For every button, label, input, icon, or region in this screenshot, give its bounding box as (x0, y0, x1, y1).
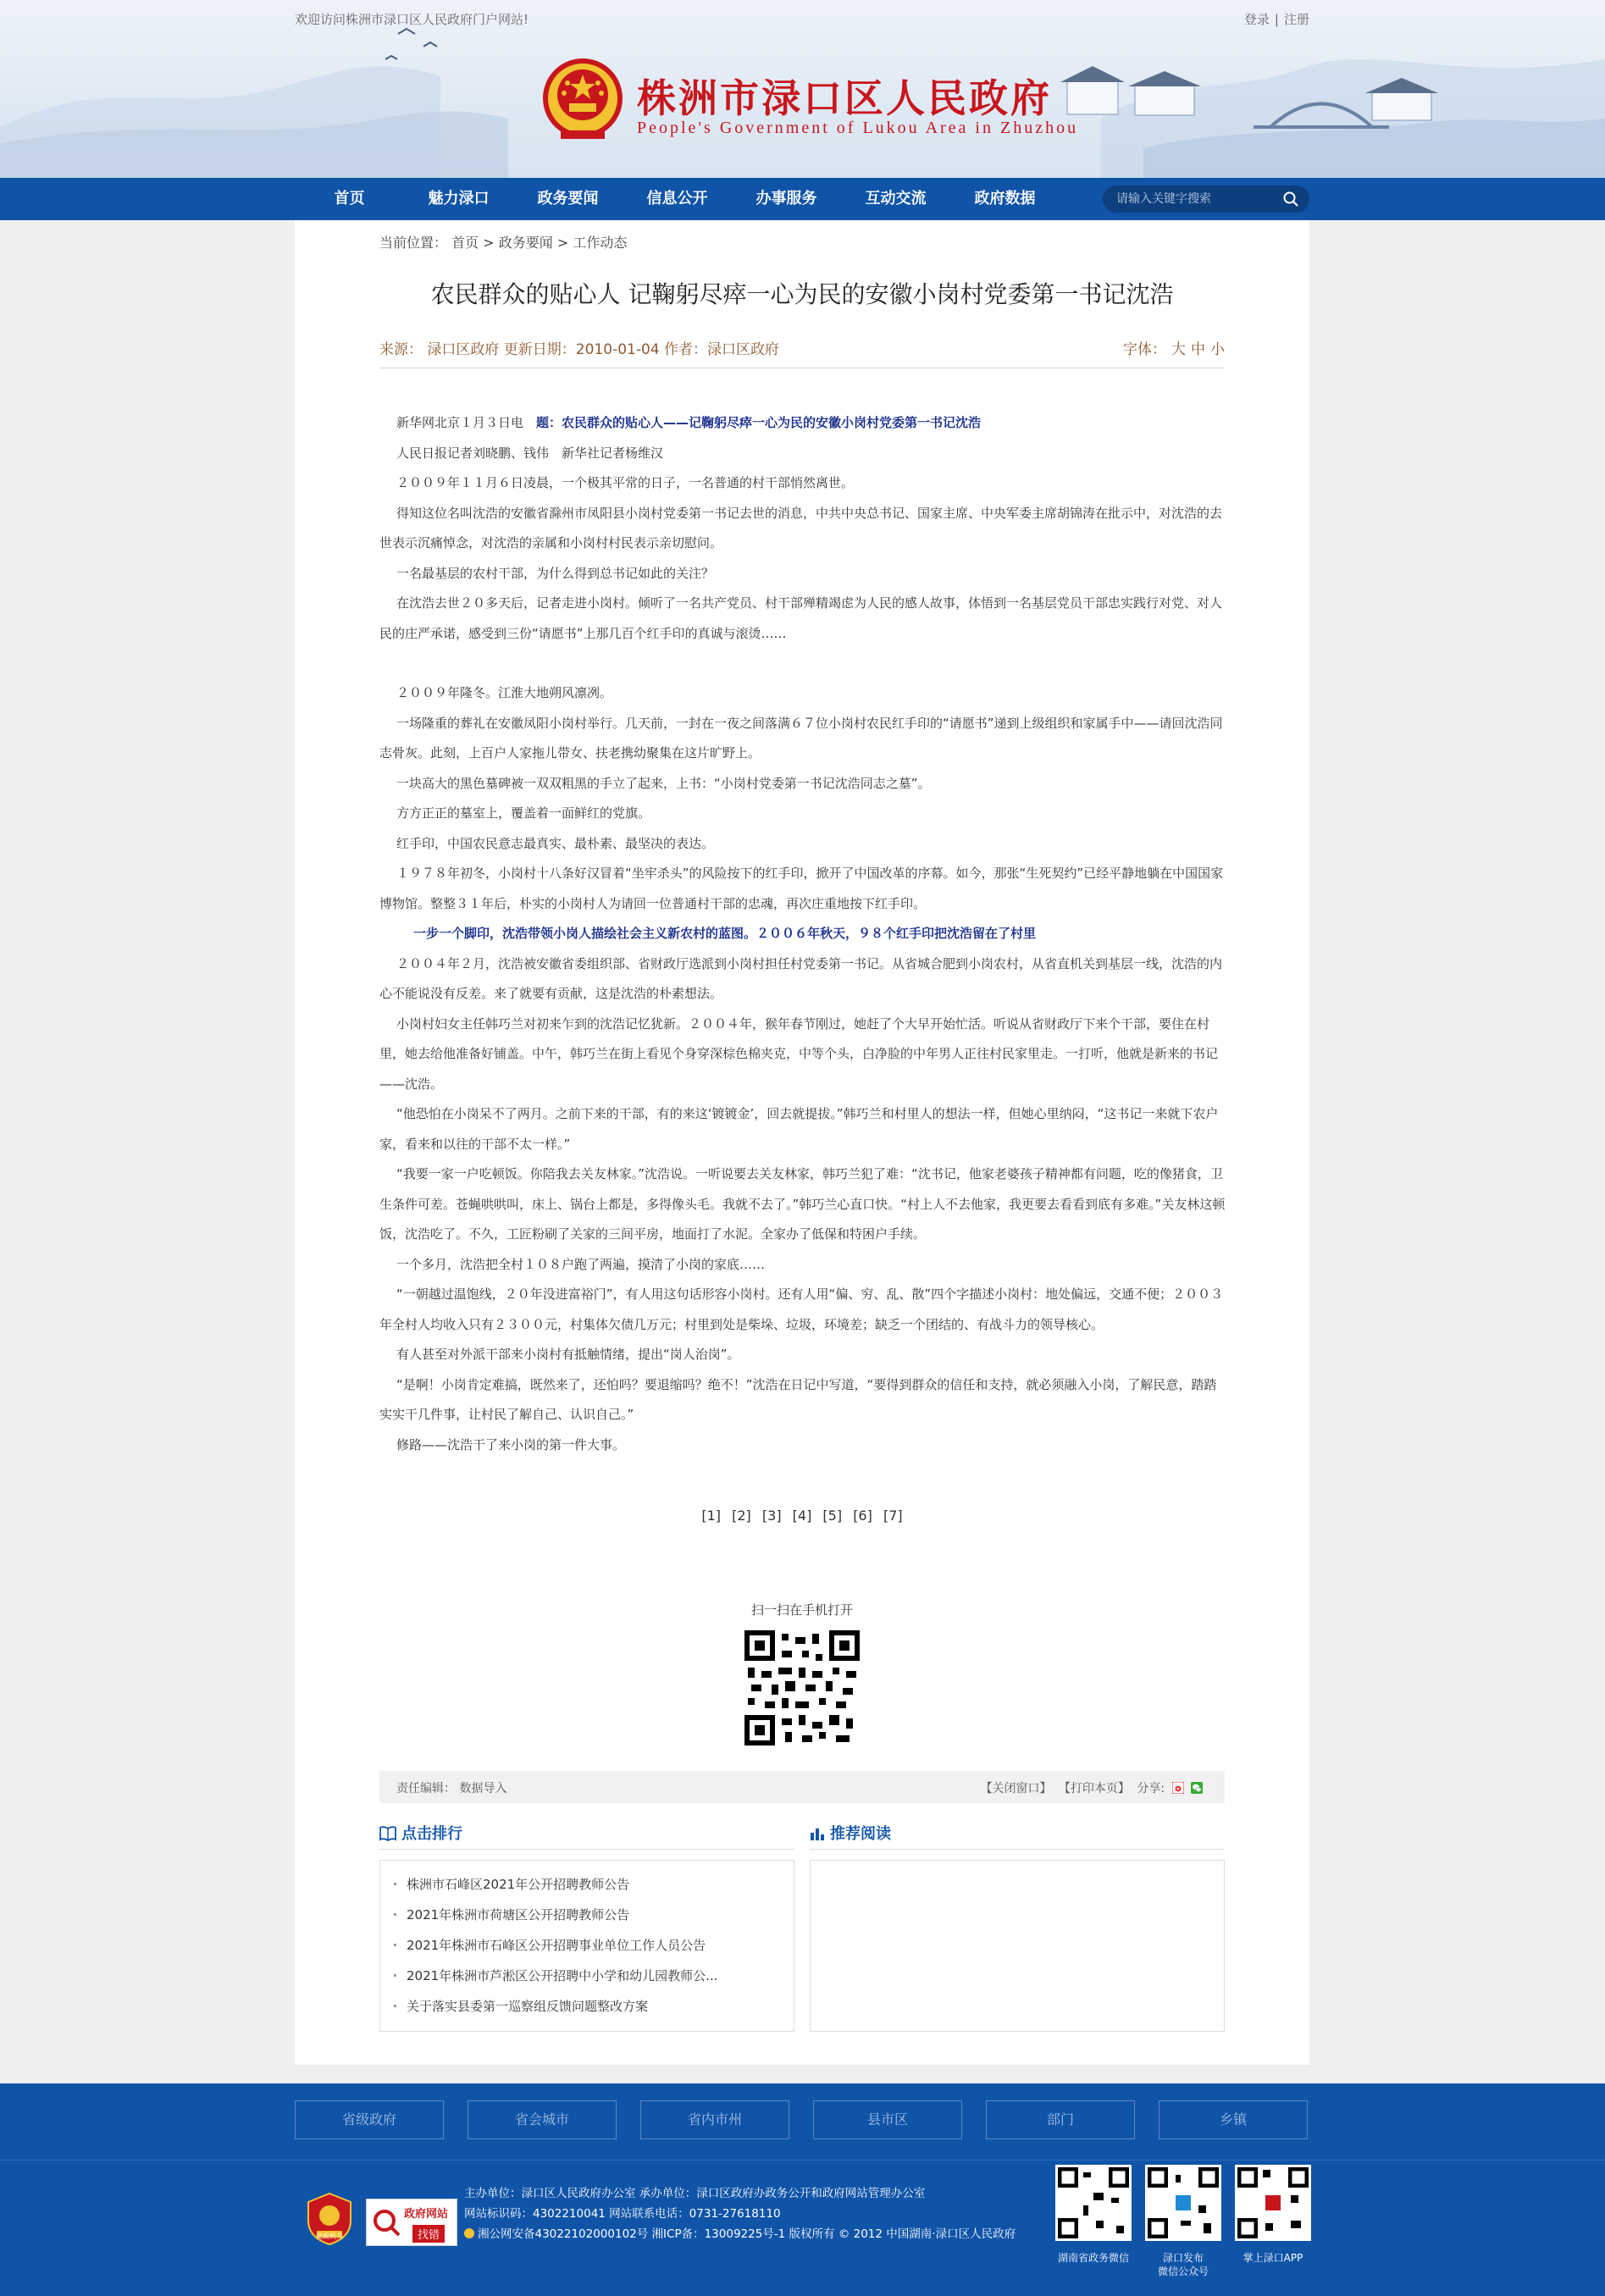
wechat-official-qr (1145, 2165, 1221, 2278)
mobile-qr (295, 1601, 1309, 1746)
welcome-text: 欢迎访问株洲市渌口区人民政府门户网站! (295, 12, 529, 27)
paragraph: ２００９年隆冬。江淮大地朔风凛冽。 (396, 685, 613, 700)
breadcrumb-work[interactable]: 工作动态 (573, 235, 628, 251)
ranking-list (379, 1860, 794, 2032)
page-link-1[interactable]: [1] (701, 1508, 722, 1524)
editor-bar (379, 1771, 1225, 1803)
paragraph: 得知这位名叫沈浩的安徽省滁州市凤阳县小岗村党委第一书记去世的消息，中共中央总书记、国家主席、中央军委主席胡锦涛在批示中，对沈浩的去世表示沉痛悼念，对沈浩的亲属和小岗村村民表示亲切慰问。 (379, 505, 1223, 550)
site-name-cn: 株洲市渌口区人民政府 (637, 75, 1052, 121)
search-icon[interactable] (1282, 191, 1299, 207)
badge-label: 党政机关 (316, 2232, 343, 2240)
list-item[interactable]: 关于落实县委第一巡察组反馈问题整改方案 (394, 1991, 780, 2022)
article-title: 农民群众的贴心人 记鞠躬尽瘁一心为民的安徽小岗村党委第一书记沈浩 (430, 280, 1174, 308)
qr-caption: 渌口发布 微信公众号 (1157, 2252, 1209, 2277)
app-qr (1235, 2165, 1311, 2265)
main-nav (0, 178, 1605, 220)
wechat-qr (1055, 2165, 1132, 2265)
nav-item-data[interactable]: 政府数据 (974, 190, 1036, 207)
wechat-share-icon[interactable] (1191, 1782, 1203, 1794)
font-large[interactable]: 大 (1171, 341, 1186, 358)
footer-info (464, 2183, 1016, 2244)
nav-item-disclosure[interactable]: 信息公开 (646, 190, 708, 207)
national-emblem-icon (542, 58, 623, 142)
subheading: 一步一个脚印，沈浩带领小岗人描绘社会主义新农村的蓝图。２００６年秋天，９８个红手印把沈浩留在了村里 (413, 926, 1037, 941)
login-link[interactable]: 登录 (1243, 12, 1270, 27)
spacer (379, 649, 1226, 678)
weibo-share-icon[interactable] (1172, 1782, 1184, 1794)
breadcrumb-label: 当前位置： (379, 235, 448, 251)
qr-code-icon (1235, 2165, 1311, 2241)
list-item[interactable]: 2021年株洲市荷塘区公开招聘教师公告 (394, 1900, 780, 1930)
paragraph: 小岗村妇女主任韩巧兰对初来乍到的沈浩记忆犹新。２００４年，猴年春节刚过，她赶了个大早开始忙活。听说从省财政厅下来个干部，要住在村里，她去给他准备好铺盖。中午，韩巧兰在街上看见个身穿深棕色棉夹克，中等个头，白净脸的中年男人正往村民家里走。一打听，他就是新来的书记——沈浩。 (379, 1015, 1219, 1092)
site-header (0, 0, 1605, 178)
site-footer (0, 2083, 1605, 2296)
article-container (295, 220, 1309, 2065)
print-button[interactable]: 【打印本页】 (1058, 1782, 1130, 1795)
font-medium[interactable]: 中 (1191, 341, 1205, 358)
page-link-6[interactable]: [6] (853, 1508, 872, 1524)
qr-code-icon (1145, 2165, 1221, 2241)
search-input[interactable] (1116, 191, 1269, 207)
paragraph: “我要一家一户吃顿饭。你陪我去关友林家。”沈浩说。一听说要去关友林家，韩巧兰犯了难：“沈书记，他家老婆孩子精神都有问题，吃的像猪食，卫生条件可差。苍蝇哄哄叫，床上、锅台上都是，多得像头毛。我就不去了。”韩巧兰心直口快。“村上人不去他家，我更要去看看到底有多难。”关友林这顿饭，沈浩吃了。不久，工匠粉刷了关家的三间平房，地面打了水泥。全家办了低保和特困户手续。 (379, 1166, 1226, 1242)
breadcrumb-separator: > (483, 235, 495, 251)
icp-info: 湘公网安备43022102000102号 湘ICP备：13009225号-1 版权所有 © 2012 中国湖南·渌口区人民政府 (464, 2224, 1016, 2244)
page-link-3[interactable]: [3] (761, 1508, 782, 1524)
site-id-info: 网站标识码：4302210041 网站联系电话：0731-27618110 (464, 2207, 781, 2221)
breadcrumb (379, 232, 627, 252)
qr-caption: 湖南省政务微信 (1057, 2252, 1129, 2264)
article-body (379, 408, 1226, 1460)
lead-title: 题：农民群众的贴心人——记鞠躬尽瘁一心为民的安徽小岗村党委第一书记沈浩 (536, 415, 982, 430)
badge-bottom-label: 找错 (412, 2225, 445, 2243)
paragraph: 一名最基层的农村干部，为什么得到总书记如此的关注？ (396, 565, 715, 581)
ranking-header (379, 1819, 794, 1850)
register-link[interactable]: 注册 (1283, 12, 1309, 27)
recommend-panel (810, 1819, 1225, 2032)
paragraph: 有人甚至对外派干部来小岗村有抵触情绪，提出“岗人治岗”。 (396, 1347, 740, 1362)
nav-item-services[interactable]: 办事服务 (755, 190, 817, 207)
share-label: 分享: (1137, 1782, 1165, 1795)
paragraph: 红手印，中国农民意志最真实、最朴素、最坚决的表达。 (396, 835, 715, 851)
font-small[interactable]: 小 (1210, 341, 1225, 358)
paragraph: ２００９年１１月６日凌晨，一个极其平常的日子，一名普通的村干部悄然离世。 (396, 475, 855, 490)
article-source: 来源： 渌口区政府 更新日期：2010-01-04 作者：渌口区政府 (379, 341, 780, 358)
divider: | (1274, 12, 1279, 27)
paragraph: 修路——沈浩干了来小岗的第一件大事。 (396, 1436, 626, 1452)
paragraph: 一场隆重的葬礼在安徽凤阳小岗村举行。几天前，一封在一夜之间落满６７位小岗村农民红手印的“请愿书”递到上级组织和家属手中——请回沈浩同志骨灰。此刻，上百户人家拖儿带女、扶老携幼聚集在这片旷野上。 (379, 715, 1223, 761)
paragraph: ２００４年２月，沈浩被安徽省委组织部、省财政厅选派到小岗村担任村党委第一书记。从省城合肥到小岗农村，从省直机关到基层一线，沈浩的内心不能说没有反差。来了就要有贡献，这是沈浩的朴素想法。 (379, 955, 1223, 1001)
breadcrumb-news[interactable]: 政务要闻 (498, 235, 553, 251)
qr-label: 扫一扫在手机打开 (750, 1602, 853, 1618)
page-link-7[interactable]: [7] (883, 1508, 903, 1524)
site-name-en: People's Government of Lukou Area in Zhuzhou (637, 119, 1079, 137)
ranking-title: 点击排行 (401, 1825, 462, 1843)
party-gov-badge[interactable] (307, 2192, 352, 2246)
close-window-button[interactable]: 【关闭窗口】 (980, 1782, 1052, 1795)
footer-link-counties[interactable]: 县市区 (813, 2100, 962, 2139)
gov-site-error-badge[interactable] (366, 2199, 457, 2246)
breadcrumb-home[interactable]: 首页 (451, 235, 479, 251)
paragraph: 一块高大的黑色墓碑被一双双粗黑的手立了起来，上书：“小岗村党委第一书记沈浩同志之墓”。 (396, 775, 931, 791)
list-item[interactable]: 2021年株洲市石峰区公开招聘事业单位工作人员公告 (394, 1930, 780, 1961)
badge-top-label: 政府网站 (404, 2208, 449, 2221)
footer-link-departments[interactable]: 部门 (986, 2100, 1135, 2139)
book-icon (379, 1826, 396, 1841)
breadcrumb-separator: > (556, 235, 569, 251)
paragraph: “是啊！小岗肯定难搞，既然来了，还怕吗？要退缩吗？绝不！”沈浩在日记中写道，“要得到群众的信任和支持，就必须融入小岗，了解民意，踏踏实实干几件事，让村民了解自己、认识自己。” (379, 1376, 1217, 1422)
list-item[interactable]: 株洲市石峰区2021年公开招聘教师公告 (394, 1869, 780, 1900)
police-badge-icon (464, 2228, 474, 2238)
footer-link-towns[interactable]: 乡镇 (1159, 2100, 1308, 2139)
recommend-list (810, 1860, 1225, 2032)
nav-item-home[interactable]: 首页 (334, 190, 365, 207)
paragraph: 方方正正的墓室上，覆盖着一面鲜红的党旗。 (396, 805, 651, 821)
dateline: 新华网北京１月３日电 (396, 415, 537, 430)
page-link-5[interactable]: [5] (822, 1508, 843, 1524)
paragraph: “他恐怕在小岗呆不了两月。之前下来的干部，有的来这‘镀镀金’，回去就提拔。”韩巧兰和村里人的想法一样，但她心里纳闷，“这书记一来就下农户家，看来和以往的干部不太一样。” (379, 1106, 1219, 1152)
qr-code-icon (1055, 2165, 1132, 2241)
paragraph: 一个多月，沈浩把全村１０８户跑了两遍，摸清了小岗的家底…… (396, 1256, 766, 1272)
font-size-label: 字体： (1123, 341, 1166, 358)
font-size-switch (1123, 337, 1225, 358)
page-link-4[interactable]: [4] (792, 1508, 812, 1524)
nav-item-charm[interactable]: 魅力渌口 (428, 190, 490, 207)
recommend-header (810, 1819, 1225, 1850)
qr-caption: 掌上渌口APP (1242, 2252, 1303, 2264)
host-info: 主办单位：渌口区人民政府办公室 承办单位：渌口区政府办政务公开和政府网站管理办公室 (464, 2187, 926, 2200)
footer-links (295, 2100, 1308, 2139)
pagination (295, 1508, 1309, 1524)
ranking-panel (379, 1819, 794, 2032)
list-item[interactable]: 2021年株洲市芦淞区公开招聘中小学和幼儿园教师公... (394, 1961, 780, 1991)
nav-item-news[interactable]: 政务要闻 (537, 190, 599, 207)
paragraph: 人民日报记者刘晓鹏、钱伟 新华社记者杨维汉 (396, 445, 664, 461)
lead-paragraph (379, 408, 1226, 439)
footer-link-cities[interactable]: 省内市州 (640, 2100, 789, 2139)
paragraph: １９７８年初冬，小岗村十八条好汉冒着“坐牢杀头”的风险按下的红手印，掀开了中国改革的序幕。如今，那张“生死契约”已经平静地躺在中国国家博物馆。整整３１年后，朴实的小岗村人为请回一位普通村干部的忠魂，再次庄重地按下红手印。 (379, 866, 1224, 911)
article-meta (379, 337, 1225, 358)
page-link-2[interactable]: [2] (732, 1508, 751, 1524)
magnifier-icon (372, 2208, 401, 2237)
footer-link-capitals[interactable]: 省会城市 (468, 2100, 617, 2139)
search-box (1103, 185, 1309, 213)
responsible-editor: 责任编辑： 数据导入 (396, 1782, 507, 1795)
chart-bars-icon (810, 1826, 825, 1841)
recommend-title: 推荐阅读 (830, 1825, 891, 1843)
paragraph: 在沈浩去世２０多天后，记者走进小岗村。倾听了一名共产党员、村干部殚精竭虑为人民的感人故事，体悟到一名基层党员干部忠实践行对党、对人民的庄严承诺，感受到三份“请愿书”上那几百个红手印的真诚与滚烫…… (379, 595, 1223, 641)
qr-code-icon (744, 1630, 860, 1746)
nav-item-interaction[interactable]: 互动交流 (865, 190, 927, 207)
paragraph: “一朝越过温饱线，２０年没进富裕门”，有人用这句话形容小岗村。还有人用“偏、穷、乱、散”四个字描述小岗村：地处偏远，交通不便；２００３年全村人均收入只有２３００元，村集体欠债几万元；村里到处是柴垛、垃圾，环境差；缺乏一个团结的、有战斗力的领导核心。 (379, 1286, 1224, 1332)
footer-link-provincial[interactable]: 省级政府 (295, 2100, 444, 2139)
